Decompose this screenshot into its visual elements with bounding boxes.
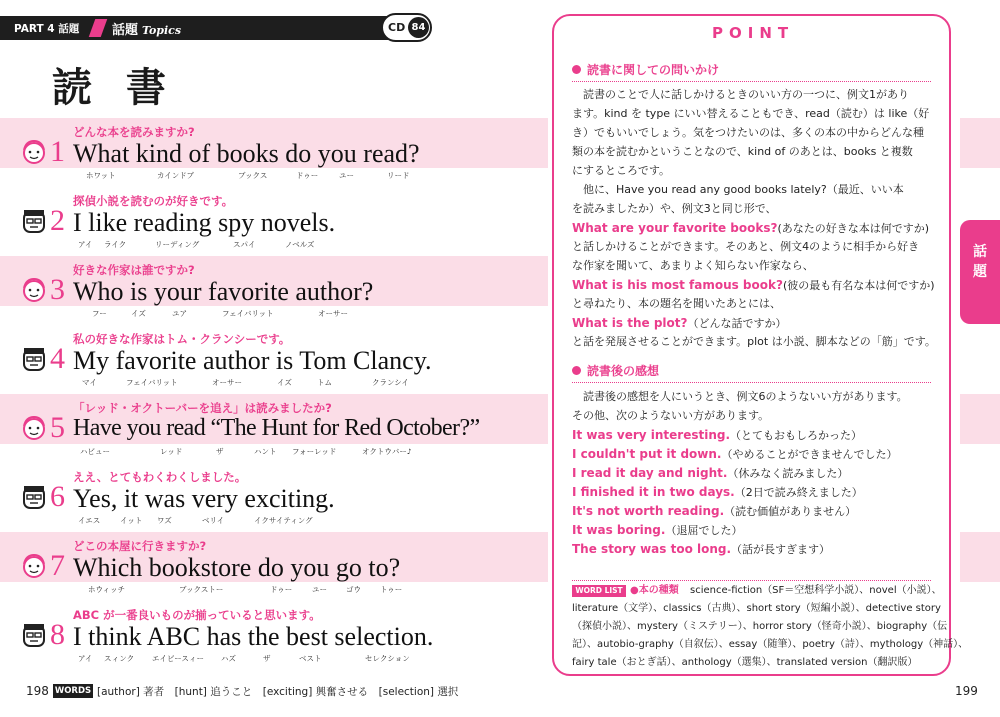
side-tab xyxy=(960,220,1000,324)
words-glossary: [author] 著者 [hunt] 追うこと [exciting] 興奮させる [selection] 選択 xyxy=(97,686,459,698)
woman-face-icon xyxy=(20,276,48,304)
kana-reading: リード xyxy=(387,171,410,180)
sentence-en: What kind of books do you read? xyxy=(73,139,420,168)
kana-reading: アイ xyxy=(78,654,93,663)
words-tag: WORDS xyxy=(54,686,92,696)
kana-reading: イズ xyxy=(131,309,146,318)
kana-reading: イクサイティング xyxy=(254,516,313,525)
kana-reading: フー xyxy=(92,309,107,318)
cd-track-badge xyxy=(381,13,432,42)
point-line: 他に、Have you read any good books lately?（最近、いい本 xyxy=(572,183,904,196)
point-title: POINT xyxy=(712,24,795,42)
kana-reading: ベスト xyxy=(299,654,322,663)
dotted-divider xyxy=(572,382,931,383)
word-list-line: fairy tale（おとぎ話）、anthology（選集）、translated version（翻訳版） xyxy=(572,657,918,668)
sentence-en: Which bookstore do you go to? xyxy=(73,553,401,582)
word-list-heading: ●本の種類 xyxy=(630,585,679,596)
section-heading: 読書に関しての問いかけ xyxy=(572,61,719,78)
sentence-number: 6 xyxy=(50,480,65,513)
sentence-en: Who is your favorite author? xyxy=(73,277,374,306)
kana-reading: ユア xyxy=(172,309,187,318)
sentence-en: I think ABC has the best selection. xyxy=(73,622,434,651)
kana-reading: トゥー xyxy=(380,585,403,594)
kana-reading: ワズ xyxy=(157,516,172,525)
sentence-number: 1 xyxy=(50,135,65,168)
part-label: PART 4 話題 xyxy=(14,23,80,35)
point-line: を読みましたか）や、例文3と同じ形で、 xyxy=(572,202,777,215)
point-line: と話を発展させることができます。plot は小説、脚本などの「筋」です。 xyxy=(572,335,936,348)
sentence-ja: どこの本屋に行きますか? xyxy=(73,539,207,553)
kana-reading: スィンク xyxy=(104,654,135,663)
section-title: 話題 Topics xyxy=(112,23,182,38)
kana-reading: イット xyxy=(120,516,143,525)
kana-reading: ユー xyxy=(339,171,354,180)
point-line: と尋ねたり、本の題名を聞いたあとには、 xyxy=(572,297,781,310)
man-face-icon xyxy=(20,207,48,235)
kana-reading: オーサー xyxy=(212,378,242,387)
kana-reading: ライク xyxy=(104,240,127,249)
dotted-divider xyxy=(572,81,931,82)
kana-reading: カインドブ xyxy=(157,171,195,180)
kana-reading: クランシイ xyxy=(372,378,409,387)
sentence-en: My favorite author is Tom Clancy. xyxy=(73,346,432,375)
kana-reading: スパイ xyxy=(233,240,256,249)
sentence-ja: 探偵小説を読むのが好きです。 xyxy=(73,194,234,208)
point-line: I couldn't put it down.（やめることができませんでした） xyxy=(572,447,898,461)
kana-reading: オーサー xyxy=(318,309,348,318)
section-heading: 読書後の感想 xyxy=(572,362,659,379)
sentence-number: 4 xyxy=(50,342,65,375)
sentence-ja: ええ、とてもわくわくしました。 xyxy=(73,470,247,484)
sentence-ja: どんな本を読みますか? xyxy=(73,125,195,139)
kana-reading: オクトウバー♪ xyxy=(362,447,412,456)
sentence-number: 3 xyxy=(50,273,65,306)
kana-reading: ホウィッチ xyxy=(88,585,126,594)
kana-reading: ザ xyxy=(263,654,271,663)
kana-reading: ハント xyxy=(254,447,277,456)
kana-reading: レッド xyxy=(160,447,183,456)
sentence-en: Have you read “The Hunt for Red October?” xyxy=(73,415,480,441)
section-title-en: Topics xyxy=(142,24,182,37)
sentence-ja: ABC が一番良いものが揃っていると思います。 xyxy=(73,608,321,622)
point-line: It's not worth reading.（読む価値がありません） xyxy=(572,504,857,518)
word-list-tag: WORD LIST xyxy=(572,585,626,597)
sentence-ja: 「レッド・オクトーバーを追え」は読みましたか? xyxy=(73,401,332,415)
page-title: 読 書 xyxy=(52,65,176,111)
word-list-line: literature（文学）、classics（古典）、short story（短編小説）、detective story xyxy=(572,603,941,614)
kana-reading: フェイバリット xyxy=(126,378,178,387)
sentence-en: Yes, it was very exciting. xyxy=(73,484,335,513)
header-separator xyxy=(89,19,108,37)
kana-reading: エイビースィー xyxy=(152,654,205,663)
kana-reading: ハビュー xyxy=(80,447,110,456)
page-number-right: 199 xyxy=(955,684,978,698)
sentence-number: 5 xyxy=(50,411,65,444)
kana-reading: ユー xyxy=(312,585,327,594)
point-line: I finished it in two days.（2日で読み終えました） xyxy=(572,485,863,499)
point-line: 読書のことで人に話しかけるときのいい方の一つに、例文1があり xyxy=(572,88,909,101)
kana-reading: ホワット xyxy=(86,171,116,180)
sentence-ja: 好きな作家は誰ですか? xyxy=(73,263,195,277)
man-face-icon xyxy=(20,483,48,511)
sentence-en: I like reading spy novels. xyxy=(73,208,336,237)
word-list-line: （探偵小説）、mystery（ミステリー）、horror story（怪奇小説）、biography（伝 xyxy=(572,621,948,632)
kana-reading: トム xyxy=(317,378,332,387)
word-list-line: science-fiction（SF＝空想科学小説）、novel（小説）、 xyxy=(690,585,942,596)
point-line: き）でもいいでしょう。気をつけたいのは、多くの本の中からどんな種 xyxy=(572,126,924,139)
man-face-icon xyxy=(20,345,48,373)
kana-reading: ドゥー xyxy=(296,171,319,180)
point-line: にするところです。 xyxy=(572,164,671,177)
kana-reading: フォーレッド xyxy=(292,447,337,456)
kana-reading: セレクション xyxy=(365,654,410,663)
row-band-right xyxy=(960,118,1000,168)
point-line: 類の本を読むかということなので、kind of のあとは、books と複数 xyxy=(572,145,913,158)
kana-reading: ブックストー xyxy=(179,585,224,594)
woman-face-icon xyxy=(20,138,48,166)
page-number-left: 198 xyxy=(26,684,49,698)
dotted-divider xyxy=(572,580,931,581)
point-line: その他、次のようないい方があります。 xyxy=(572,409,770,422)
point-line: What is the plot?（どんな話ですか） xyxy=(572,316,787,330)
kana-reading: リーディング xyxy=(155,240,200,249)
header-bar xyxy=(0,16,392,40)
sentence-number: 8 xyxy=(50,618,65,651)
cd-track-number: 84 xyxy=(408,17,429,38)
point-line: ます。kind を type にいい替えることもでき、read（読む）は like（好 xyxy=(572,107,930,120)
woman-face-icon xyxy=(20,414,48,442)
point-line: と話しかけることができます。そのあと、例文4のように相手から好き xyxy=(572,240,920,253)
side-tab-label: 話題 xyxy=(973,244,987,280)
point-line: What are your favorite books?(あなたの好きな本は何ですか) xyxy=(572,221,930,235)
man-face-icon xyxy=(20,621,48,649)
kana-reading: イズ xyxy=(277,378,292,387)
point-line: The story was too long.（話が長すぎます） xyxy=(572,542,831,556)
kana-reading: イエス xyxy=(78,516,101,525)
kana-reading: ノベルズ xyxy=(285,240,315,249)
row-band-right xyxy=(960,394,1000,444)
kana-reading: ゴウ xyxy=(346,585,361,594)
kana-reading: ドゥー xyxy=(270,585,293,594)
sentence-number: 7 xyxy=(50,549,65,582)
sentence-ja: 私の好きな作家はトム・クランシーです。 xyxy=(73,332,291,346)
point-line: な作家を聞いて、あまりよく知らない作家なら、 xyxy=(572,259,814,272)
point-line: 読書後の感想を人にいうとき、例文6のようないい方があります。 xyxy=(572,390,908,403)
sentence-number: 2 xyxy=(50,204,65,237)
kana-reading: ベリイ xyxy=(202,516,225,525)
kana-reading: ブックス xyxy=(238,171,268,180)
kana-reading: フェイバリット xyxy=(222,309,274,318)
row-band-right xyxy=(960,532,1000,582)
cd-icon: CD xyxy=(388,21,406,34)
point-line: It was boring.（退屈でした） xyxy=(572,523,743,537)
kana-reading: マイ xyxy=(82,378,97,387)
point-line: It was very interesting.（とてもおもしろかった） xyxy=(572,428,863,442)
point-line: I read it day and night.（休みなく読みました） xyxy=(572,466,849,480)
kana-reading: ハズ xyxy=(221,654,236,663)
word-list-line: 記）、autobio-graphy（自叙伝）、essay（随筆）、poetry（詩）、mythology（神話）、 xyxy=(572,639,969,650)
kana-reading: アイ xyxy=(78,240,93,249)
kana-reading: ザ xyxy=(216,447,224,456)
point-line: What is his most famous book?(彼の最も有名な本は何ですか) xyxy=(572,278,935,292)
woman-face-icon xyxy=(20,552,48,580)
